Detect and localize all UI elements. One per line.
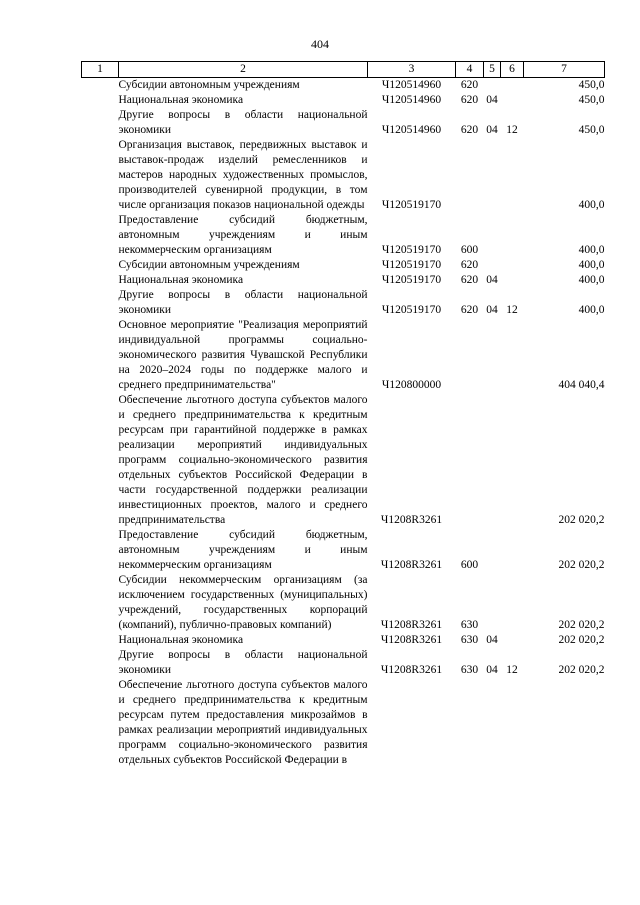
row-amount: 400,0 [578,199,605,211]
row-empty-cell [82,573,119,633]
row-empty-cell [82,78,119,94]
row-expense-type: 620 [460,274,479,286]
table-row [82,528,605,573]
header-col-4: 4 [456,62,484,78]
row-subsection [501,258,524,273]
row-expense-type [456,318,484,393]
row-subsection [501,318,524,393]
row-subsection [501,213,524,258]
row-section [484,78,501,94]
row-subsection: 12 [506,664,518,676]
row-expense-type: 600 [460,244,479,256]
table-row [82,108,605,138]
table-row [82,633,605,648]
row-subsection [501,78,524,94]
row-section [484,213,501,258]
row-amount: 400,0 [578,304,605,316]
row-subsection [501,678,524,768]
row-section [484,138,501,213]
row-empty-cell [82,648,119,678]
row-section: 04 [486,664,498,676]
header-col-2: 2 [119,62,368,78]
row-amount: 450,0 [578,79,605,91]
row-amount: 202 020,2 [558,634,605,646]
table-row [82,273,605,288]
header-col-3: 3 [368,62,456,78]
row-subsection [501,93,524,108]
table-row [82,213,605,258]
row-name: Национальная экономика [118,94,244,106]
row-name: Основное мероприятие "Реализация мероприятий индивидуальной программы социально-экономического развития Чувашской Республики на 2020–2024 годы по поддержке малого и среднего предпринимательства" [118,319,368,391]
row-expense-type: 620 [460,79,479,91]
row-name: Обеспечение льготного доступа субъектов малого и среднего предпринимательства к кредитным ресурсам при гарантийной поддержке в рамках реализации мероприятий индивидуальных программ социально-экономического развития отдельных субъектов Российской Федерации в части государственной поддержки реализации инвестиционных проектов, малого и среднего предпринимательства [118,394,368,526]
row-name: Субсидии автономным учреждениям [118,79,300,91]
table-row [82,288,605,318]
row-amount: 450,0 [578,124,605,136]
row-subsection [501,573,524,633]
row-name: Другие вопросы в области национальной экономики [118,109,368,136]
row-amount: 202 020,2 [558,619,605,631]
table-row [82,393,605,528]
row-name: Другие вопросы в области национальной экономики [118,649,368,676]
row-code: Ч120519170 [381,244,442,256]
row-section: 04 [486,634,498,646]
row-amount [524,678,605,768]
row-section [484,318,501,393]
row-code: Ч1208R3261 [380,664,443,676]
row-subsection: 12 [506,124,518,136]
row-empty-cell [82,273,119,288]
row-code: Ч1208R3261 [380,634,443,646]
page-number: 404 [311,37,329,51]
row-code: Ч120514960 [381,124,442,136]
row-empty-cell [82,108,119,138]
row-subsection [501,273,524,288]
row-code: Ч120519170 [381,199,442,211]
row-empty-cell [82,528,119,573]
row-code: Ч120514960 [381,94,442,106]
row-section [484,678,501,768]
row-empty-cell [82,318,119,393]
header-row [82,62,605,78]
row-empty-cell [82,213,119,258]
row-expense-type: 620 [460,304,479,316]
row-amount: 404 040,4 [558,379,605,391]
row-amount: 400,0 [578,244,605,256]
row-expense-type [456,138,484,213]
header-col-6: 6 [501,62,524,78]
header-col-5: 5 [484,62,501,78]
row-section [484,528,501,573]
row-code: Ч120519170 [381,259,442,271]
row-name: Субсидии автономным учреждениям [118,259,300,271]
table-row [82,93,605,108]
row-expense-type: 620 [460,124,479,136]
row-empty-cell [82,288,119,318]
table-row [82,138,605,213]
row-name: Организация выставок, передвижных выставок и выставок-продаж изделий ремесленников и мастеров народных художественных промыслов, производителей сувенирной продукции, в том числе организация показов национальной одежды [118,139,368,211]
row-amount: 400,0 [578,274,605,286]
row-empty-cell [82,93,119,108]
row-expense-type: 600 [460,559,479,571]
row-section [484,573,501,633]
row-empty-cell [82,633,119,648]
row-expense-type: 620 [460,259,479,271]
row-section [484,258,501,273]
header-col-1: 1 [82,62,119,78]
row-amount: 202 020,2 [558,664,605,676]
row-section [484,393,501,528]
table-row [82,573,605,633]
row-code [368,678,456,768]
row-empty-cell [82,393,119,528]
row-empty-cell [82,258,119,273]
row-subsection [501,393,524,528]
row-empty-cell [82,138,119,213]
row-subsection: 12 [506,304,518,316]
row-subsection [501,138,524,213]
row-amount: 450,0 [578,94,605,106]
row-name: Обеспечение льготного доступа субъектов малого и среднего предпринимательства к кредитным ресурсам путем предоставления микрозаймов в рамках реализации мероприятий индивидуальных программ социально-экономического развития отдельных субъектов Российской Федерации в [118,679,368,766]
table-row [82,78,605,94]
table-row [82,678,605,768]
row-expense-type [456,678,484,768]
row-name: Национальная экономика [118,274,244,286]
row-code: Ч120514960 [381,79,442,91]
row-expense-type: 620 [460,94,479,106]
row-amount: 202 020,2 [558,514,605,526]
row-expense-type: 630 [460,664,479,676]
row-name: Другие вопросы в области национальной экономики [118,289,368,316]
row-name: Предоставление субсидий бюджетным, автономным учреждениям и иным некоммерческим организациям [118,214,368,256]
row-expense-type: 630 [460,619,479,631]
row-section: 04 [486,304,498,316]
row-name: Субсидии некоммерческим организациям (за исключением государственных (муниципальных) учреждений, государственных корпораций (компаний), публично-правовых компаний) [118,574,368,631]
row-code: Ч1208R3261 [380,559,443,571]
row-name: Предоставление субсидий бюджетным, автономным учреждениям и иным некоммерческим организациям [118,529,368,571]
table-row [82,648,605,678]
row-code: Ч120800000 [381,379,442,391]
table-row [82,258,605,273]
table-row [82,318,605,393]
row-subsection [501,528,524,573]
row-expense-type [456,393,484,528]
budget-table [81,61,605,768]
row-expense-type: 630 [460,634,479,646]
row-code: Ч1208R3261 [380,619,443,631]
row-amount: 400,0 [578,259,605,271]
row-section: 04 [486,124,498,136]
row-code: Ч120519170 [381,274,442,286]
row-section: 04 [486,94,498,106]
header-col-7: 7 [524,62,605,78]
row-code: Ч120519170 [381,304,442,316]
row-empty-cell [82,678,119,768]
row-amount: 202 020,2 [558,559,605,571]
row-subsection [501,633,524,648]
row-section: 04 [486,274,498,286]
row-code: Ч1208R3261 [380,514,443,526]
row-name: Национальная экономика [118,634,244,646]
